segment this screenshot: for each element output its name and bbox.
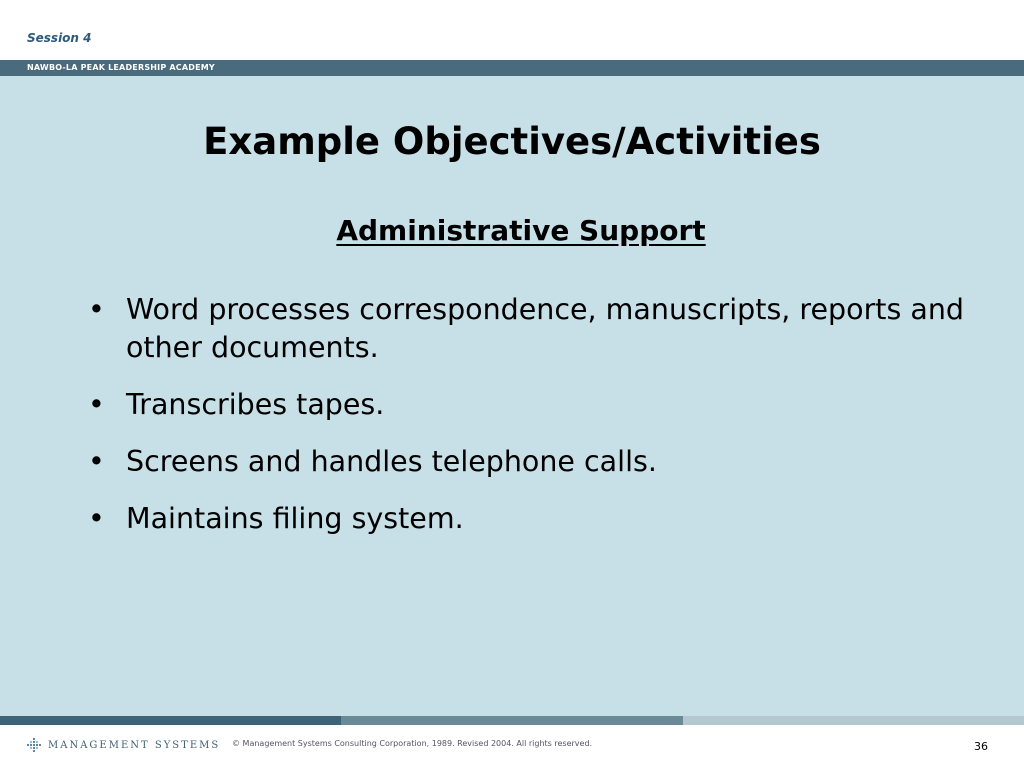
management-systems-logo-icon <box>26 737 42 753</box>
page-number: 36 <box>974 740 988 753</box>
session-label: Session 4 <box>27 31 92 45</box>
bullet-text: Word processes correspondence, manuscripts, reports and other documents. <box>126 293 964 364</box>
academy-label: NAWBO-LA PEAK LEADERSHIP ACADEMY <box>27 63 215 72</box>
bullet-icon: • <box>88 388 105 421</box>
slide-subtitle: Administrative Support <box>336 214 706 247</box>
bullet-text: Maintains filing system. <box>126 502 464 535</box>
footer-color-bar <box>0 716 1024 725</box>
bullet-icon: • <box>88 502 105 535</box>
bullet-item <box>88 500 968 538</box>
footer-bar-segment <box>341 716 682 725</box>
copyright-text: © Management Systems Consulting Corporation, 1989. Revised 2004. All rights reserved. <box>232 739 593 748</box>
bullet-text: Screens and handles telephone calls. <box>126 445 657 478</box>
bullet-item <box>88 291 968 367</box>
footer-bar-segment <box>0 716 341 725</box>
logo-text: MANAGEMENT SYSTEMS <box>48 739 221 751</box>
bullet-icon: • <box>88 293 105 326</box>
slide-title: Example Objectives/Activities <box>203 120 821 163</box>
footer-bar-segment <box>683 716 1024 725</box>
bullet-list <box>88 291 968 557</box>
bullet-icon: • <box>88 445 105 478</box>
bullet-text: Transcribes tapes. <box>126 388 385 421</box>
bullet-item <box>88 443 968 481</box>
bullet-item <box>88 386 968 424</box>
footer-logo <box>26 737 220 753</box>
